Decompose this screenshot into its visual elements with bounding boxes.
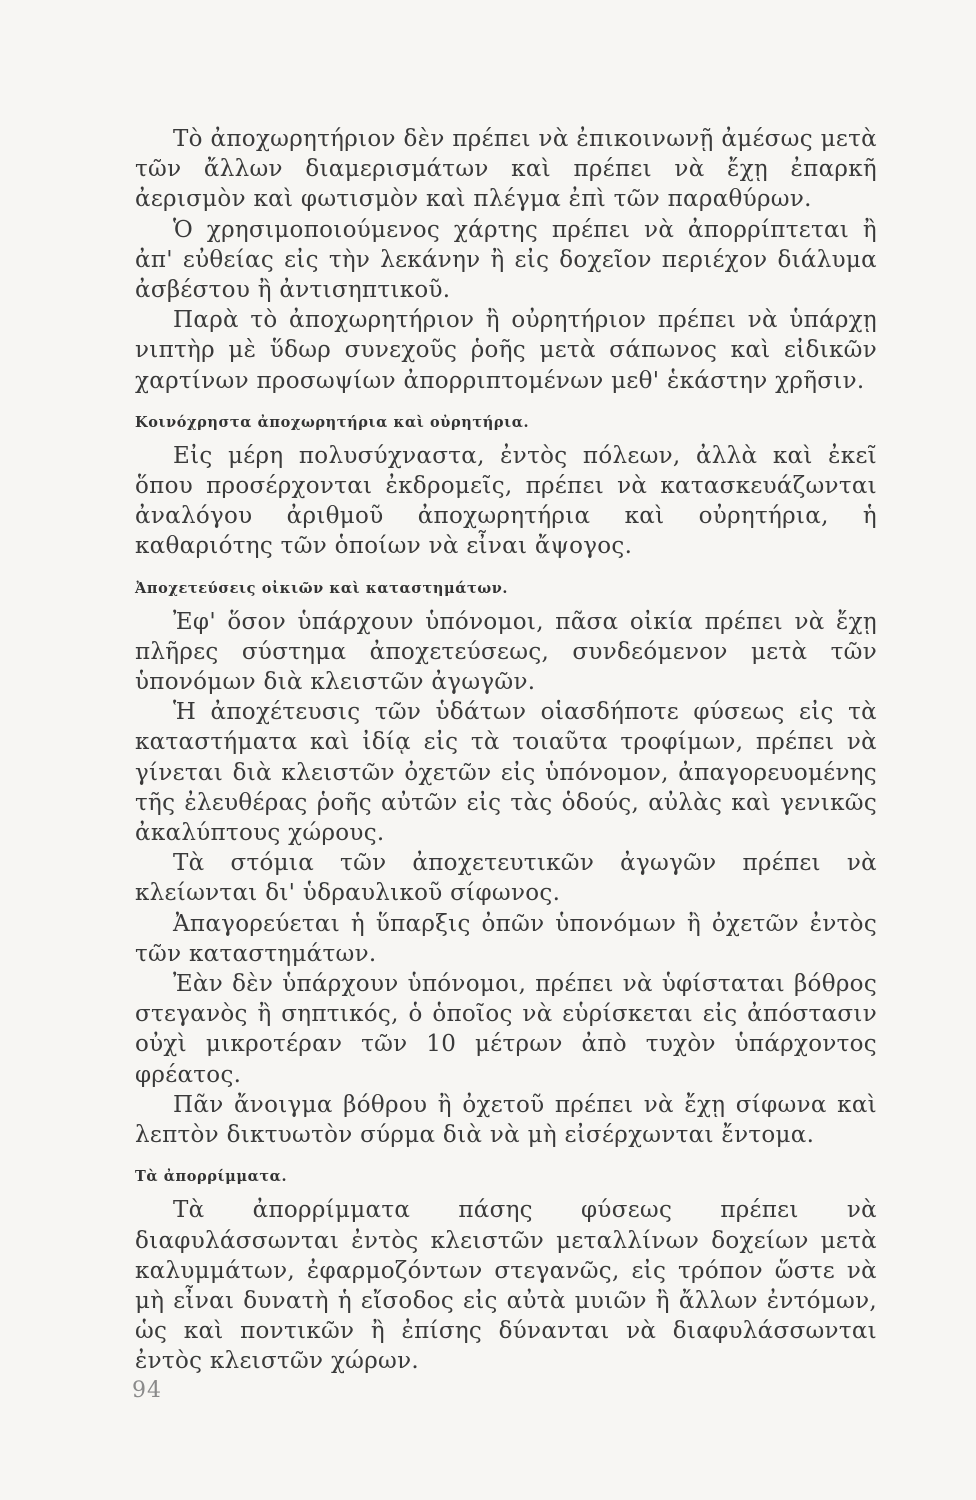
text-body bbox=[135, 124, 877, 1377]
section-heading-drainage: Ἀποχετεύσεις οἰκιῶν καὶ καταστημάτων. bbox=[135, 579, 509, 597]
paragraph: Τὸ ἀποχωρητήριον δὲν πρέπει νὰ ἐπικοινωνῇ ἀμέσως μετὰ τῶν ἄλλων διαμερισμάτων καὶ πρέπει νὰ ἔχῃ ἐπαρκῆ ἀερισμὸν καὶ φωτισμὸν καὶ πλέγμα ἐπὶ τῶν παραθύρων. bbox=[135, 126, 877, 213]
paragraph: Εἰς μέρη πολυσύχναστα, ἐντὸς πόλεων, ἀλλὰ καὶ ἐκεῖ ὅπου προσέρχονται ἐκδρομεῖς, πρέπει νὰ κατασκευάζωνται ἀναλόγου ἀριθμοῦ ἀποχωρητήρια καὶ οὐρητήρια, ἡ καθαριότης τῶν ὁποίων νὰ εἶναι ἄψογος. bbox=[135, 442, 877, 560]
paragraph: Ἡ ἀποχέτευσις τῶν ὑδάτων οἱασδήποτε φύσεως εἰς τὰ καταστήματα καὶ ἰδίᾳ εἰς τὰ τοιαῦτα τροφίμων, πρέπει νὰ γίνεται διὰ κλειστῶν ὀχετῶν εἰς ὑπόνομον, ἀπαγορευομένης τῆς ἐλευθέρας ῥοῆς αὐτῶν εἰς τὰς ὁδούς, αὐλὰς καὶ γενικῶς ἀκαλύπτους χώρους. bbox=[135, 699, 877, 847]
section-heading-public-toilets: Κοινόχρηστα ἀποχωρητήρια καὶ οὐρητήρια. bbox=[135, 413, 530, 431]
paragraph: Ἐφ' ὅσον ὑπάρχουν ὑπόνομοι, πᾶσα οἰκία πρέπει νὰ ἔχῃ πλῆρες σύστημα ἀποχετεύσεως, συνδεόμενον μετὰ τῶν ὑπονόμων διὰ κλειστῶν ἀγωγῶν. bbox=[135, 608, 877, 696]
paragraph: Ἐὰν δὲν ὑπάρχουν ὑπόνομοι, πρέπει νὰ ὑφίσταται βόθρος στεγανὸς ἢ σηπτικός, ὁ ὁποῖος νὰ εὑρίσκεται εἰς ἀπόστασιν οὐχὶ μικροτέραν τῶν 10 μέτρων ἀπὸ τυχὸν ὑπάρχοντος φρέατος. bbox=[135, 971, 877, 1088]
paragraph: Τὰ στόμια τῶν ἀποχετευτικῶν ἀγωγῶν πρέπει νὰ κλείωνται δι' ὑδραυλικοῦ σίφωνος. bbox=[135, 850, 877, 907]
page-number: 94 bbox=[132, 1378, 162, 1403]
paragraph: Ὁ χρησιμοποιούμενος χάρτης πρέπει νὰ ἀπορρίπτεται ἢ ἀπ' εὐθείας εἰς τὴν λεκάνην ἢ εἰς δοχεῖον περιέχον διάλυμα ἀσβέστου ἢ ἀντισηπτικοῦ. bbox=[135, 216, 877, 304]
paragraph: Πᾶν ἄνοιγμα βόθρου ἢ ὀχετοῦ πρέπει νὰ ἔχῃ σίφωνα καὶ λεπτὸν δικτυωτὸν σύρμα διὰ νὰ μὴ εἰσέρχωνται ἔντομα. bbox=[135, 1091, 877, 1149]
section-heading-waste: Τὰ ἀπορρίμματα. bbox=[135, 1168, 288, 1186]
paragraph: Τὰ ἀπορρίμματα πάσης φύσεως πρέπει νὰ διαφυλάσσωνται ἐντὸς κλειστῶν μεταλλίνων δοχείων μετὰ καλυμμάτων, ἐφαρμοζόντων στεγανῶς, εἰς τρόπον ὥστε νὰ μὴ εἶναι δυνατὴ ἡ εἴσοδος εἰς αὐτὰ μυιῶν ἢ ἄλλων ἐντόμων, ὡς καὶ ποντικῶν ἢ ἐπίσης δύνανται νὰ διαφυλάσσωνται ἐντὸς κλειστῶν χώρων. bbox=[135, 1197, 877, 1375]
paragraph: Ἀπαγορεύεται ἡ ὕπαρξις ὀπῶν ὑπονόμων ἢ ὀχετῶν ἐντὸς τῶν καταστημάτων. bbox=[135, 910, 877, 967]
paragraph: Παρὰ τὸ ἀποχωρητήριον ἢ οὐρητήριον πρέπει νὰ ὑπάρχῃ νιπτὴρ μὲ ὕδωρ συνεχοῦς ῥοῆς μετὰ σάπωνος καὶ εἰδικῶν χαρτίνων προσωψίων ἀπορριπτομένων μεθ' ἑκάστην χρῆσιν. bbox=[135, 307, 877, 394]
